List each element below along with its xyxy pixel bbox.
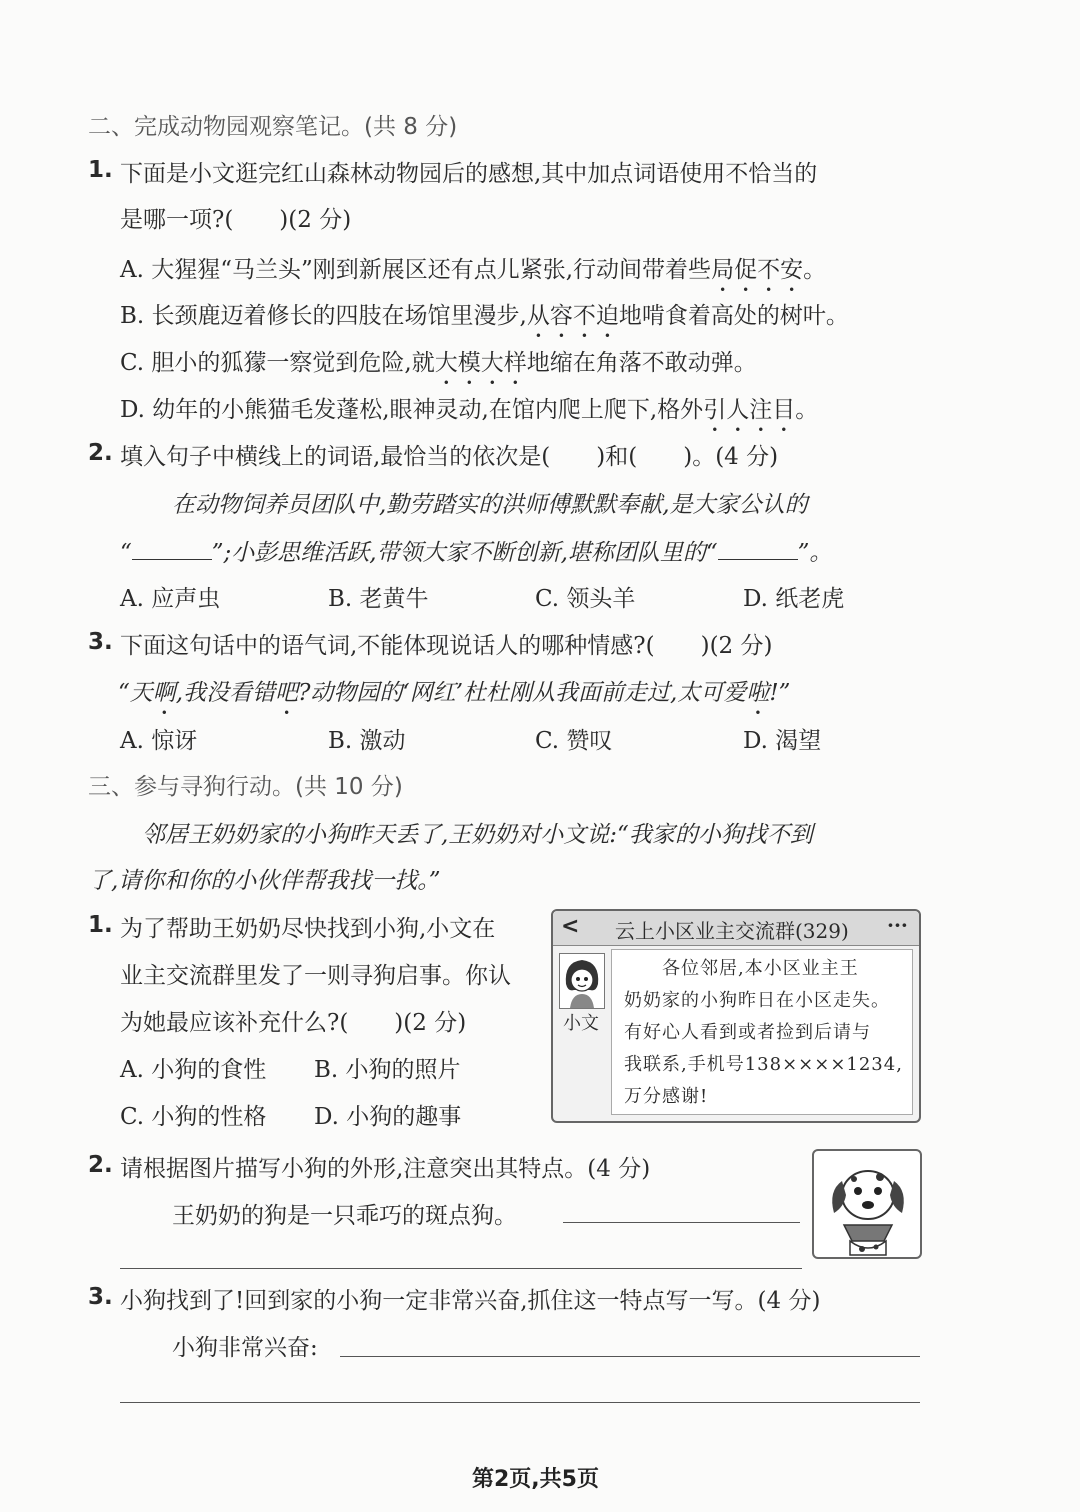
q1-option-c: C. 胆小的狐獴一察觉到危险,就大模大样地缩在角落不敢动弹。 xyxy=(120,350,757,376)
q2-passage-line2: “ ”;小彭思维活跃,带领大家不断创新,堪称团队里的“ ”。 xyxy=(120,540,833,566)
chat-user-name: 小文 xyxy=(563,1013,599,1034)
section-3-title: 三、参与寻狗行动。(共 10 分) xyxy=(88,774,403,800)
chat-message-line: 万分感谢! xyxy=(624,1086,709,1107)
q3-option-a: A. 惊讶 xyxy=(120,728,198,754)
s3-q1-option-b: B. 小狗的照片 xyxy=(314,1057,461,1083)
answer-line[interactable] xyxy=(120,1268,802,1269)
q2-passage-line1: 在动物饲养员团队中,勤劳踏实的洪师傅默默奉献,是大家公认的 xyxy=(172,492,808,518)
dalmatian-dog-picture xyxy=(812,1149,922,1259)
s3-q2-sentence-start: 王奶奶的狗是一只乖巧的斑点狗。 xyxy=(172,1203,517,1229)
s3-q2-stem: 请根据图片描写小狗的外形,注意突出其特点。(4 分) xyxy=(120,1156,651,1182)
s3-q1-number: 1. xyxy=(88,912,113,938)
q3-quote: “天啊,我没看错吧?动物园的‘网红’杜杜刚从我面前走过,太可爱啦!” xyxy=(118,680,791,706)
emphasis-word: 引人注目 xyxy=(703,397,796,423)
s3-q1-option-a: A. 小狗的食性 xyxy=(120,1057,267,1083)
s3-q1-option-c: C. 小狗的性格 xyxy=(120,1104,267,1130)
chat-message xyxy=(611,949,913,1115)
chat-message-line: 有好心人看到或者捡到后请与 xyxy=(624,1022,871,1043)
answer-line[interactable] xyxy=(120,1402,920,1403)
girl-avatar-icon xyxy=(560,954,604,1008)
q2-option-d: D. 纸老虎 xyxy=(743,586,845,612)
q2-option-c: C. 领头羊 xyxy=(535,586,636,612)
s3-q2-number: 2. xyxy=(88,1152,113,1178)
s3-q1-line3: 为她最应该补充什么?( )(2 分) xyxy=(120,1010,467,1036)
q1-stem-line1: 下面是小文逛完红山森林动物园后的感想,其中加点词语使用不恰当的 xyxy=(120,161,818,187)
section-3-intro-line2: 了,请你和你的小伙伴帮我找一找。” xyxy=(88,868,441,894)
s3-q1-line2: 业主交流群里发了一则寻狗启事。你认 xyxy=(120,963,511,989)
q1-stem-line2: 是哪一项?( )(2 分) xyxy=(120,207,352,233)
chat-message-line: 奶奶家的小狗昨日在小区走失。 xyxy=(624,990,890,1011)
q1-option-b: B. 长颈鹿迈着修长的四肢在场馆里漫步,从容不迫地啃食着高处的树叶。 xyxy=(120,303,849,329)
q1-option-a: A. 大猩猩“马兰头”刚到新展区还有点儿紧张,行动间带着些局促不安。 xyxy=(120,257,827,283)
q2-number: 2. xyxy=(88,440,113,466)
back-arrow-icon[interactable]: < xyxy=(561,914,580,939)
more-icon[interactable]: ··· xyxy=(887,913,908,937)
answer-line[interactable] xyxy=(340,1356,920,1357)
emphasis-word: 从容不迫 xyxy=(526,303,619,329)
q1-number: 1. xyxy=(88,157,113,183)
q2-stem: 填入句子中横线上的词语,最恰当的依次是( )和( )。(4 分) xyxy=(120,444,779,470)
chat-title: 云上小区业主交流群(329) xyxy=(615,919,849,943)
q3-option-b: B. 激动 xyxy=(328,728,406,754)
q3-option-c: C. 赞叹 xyxy=(535,728,613,754)
chat-message-line: 各位邻居,本小区业主王 xyxy=(624,958,859,979)
q2-option-b: B. 老黄牛 xyxy=(328,586,429,612)
emphasis-word: 局促不安 xyxy=(711,257,804,283)
s3-q1-option-d: D. 小狗的趣事 xyxy=(314,1104,462,1130)
fill-blank[interactable] xyxy=(718,541,798,560)
q3-option-d: D. 渴望 xyxy=(743,728,822,754)
page-number: 第2页,共5页 xyxy=(472,1467,599,1492)
q2-option-a: A. 应声虫 xyxy=(120,586,221,612)
chat-header xyxy=(553,911,919,946)
dog-icon xyxy=(814,1151,920,1257)
q3-stem: 下面这句话中的语气词,不能体现说话人的哪种情感?( )(2 分) xyxy=(120,633,773,659)
q1-option-d: D. 幼年的小熊猫毛发蓬松,眼神灵动,在馆内爬上爬下,格外引人注目。 xyxy=(120,397,819,423)
s3-q1-line1: 为了帮助王奶奶尽快找到小狗,小文在 xyxy=(120,916,496,942)
emphasis-word: 大模大样 xyxy=(434,350,527,376)
answer-line[interactable] xyxy=(563,1222,800,1223)
s3-q3-sentence-start: 小狗非常兴奋: xyxy=(172,1335,318,1361)
chat-message-line: 我联系,手机号138××××1234, xyxy=(624,1054,903,1075)
fill-blank[interactable] xyxy=(132,541,212,560)
q3-number: 3. xyxy=(88,629,113,655)
section-3-intro-line1: 邻居王奶奶家的小狗昨天丢了,王奶奶对小文说:“我家的小狗找不到 xyxy=(142,822,813,848)
s3-q3-number: 3. xyxy=(88,1284,113,1310)
section-2-title: 二、完成动物园观察笔记。(共 8 分) xyxy=(88,114,458,140)
s3-q3-stem: 小狗找到了!回到家的小狗一定非常兴奋,抓住这一特点写一写。(4 分) xyxy=(120,1288,821,1314)
avatar xyxy=(559,953,605,1009)
group-chat-window xyxy=(551,909,921,1123)
